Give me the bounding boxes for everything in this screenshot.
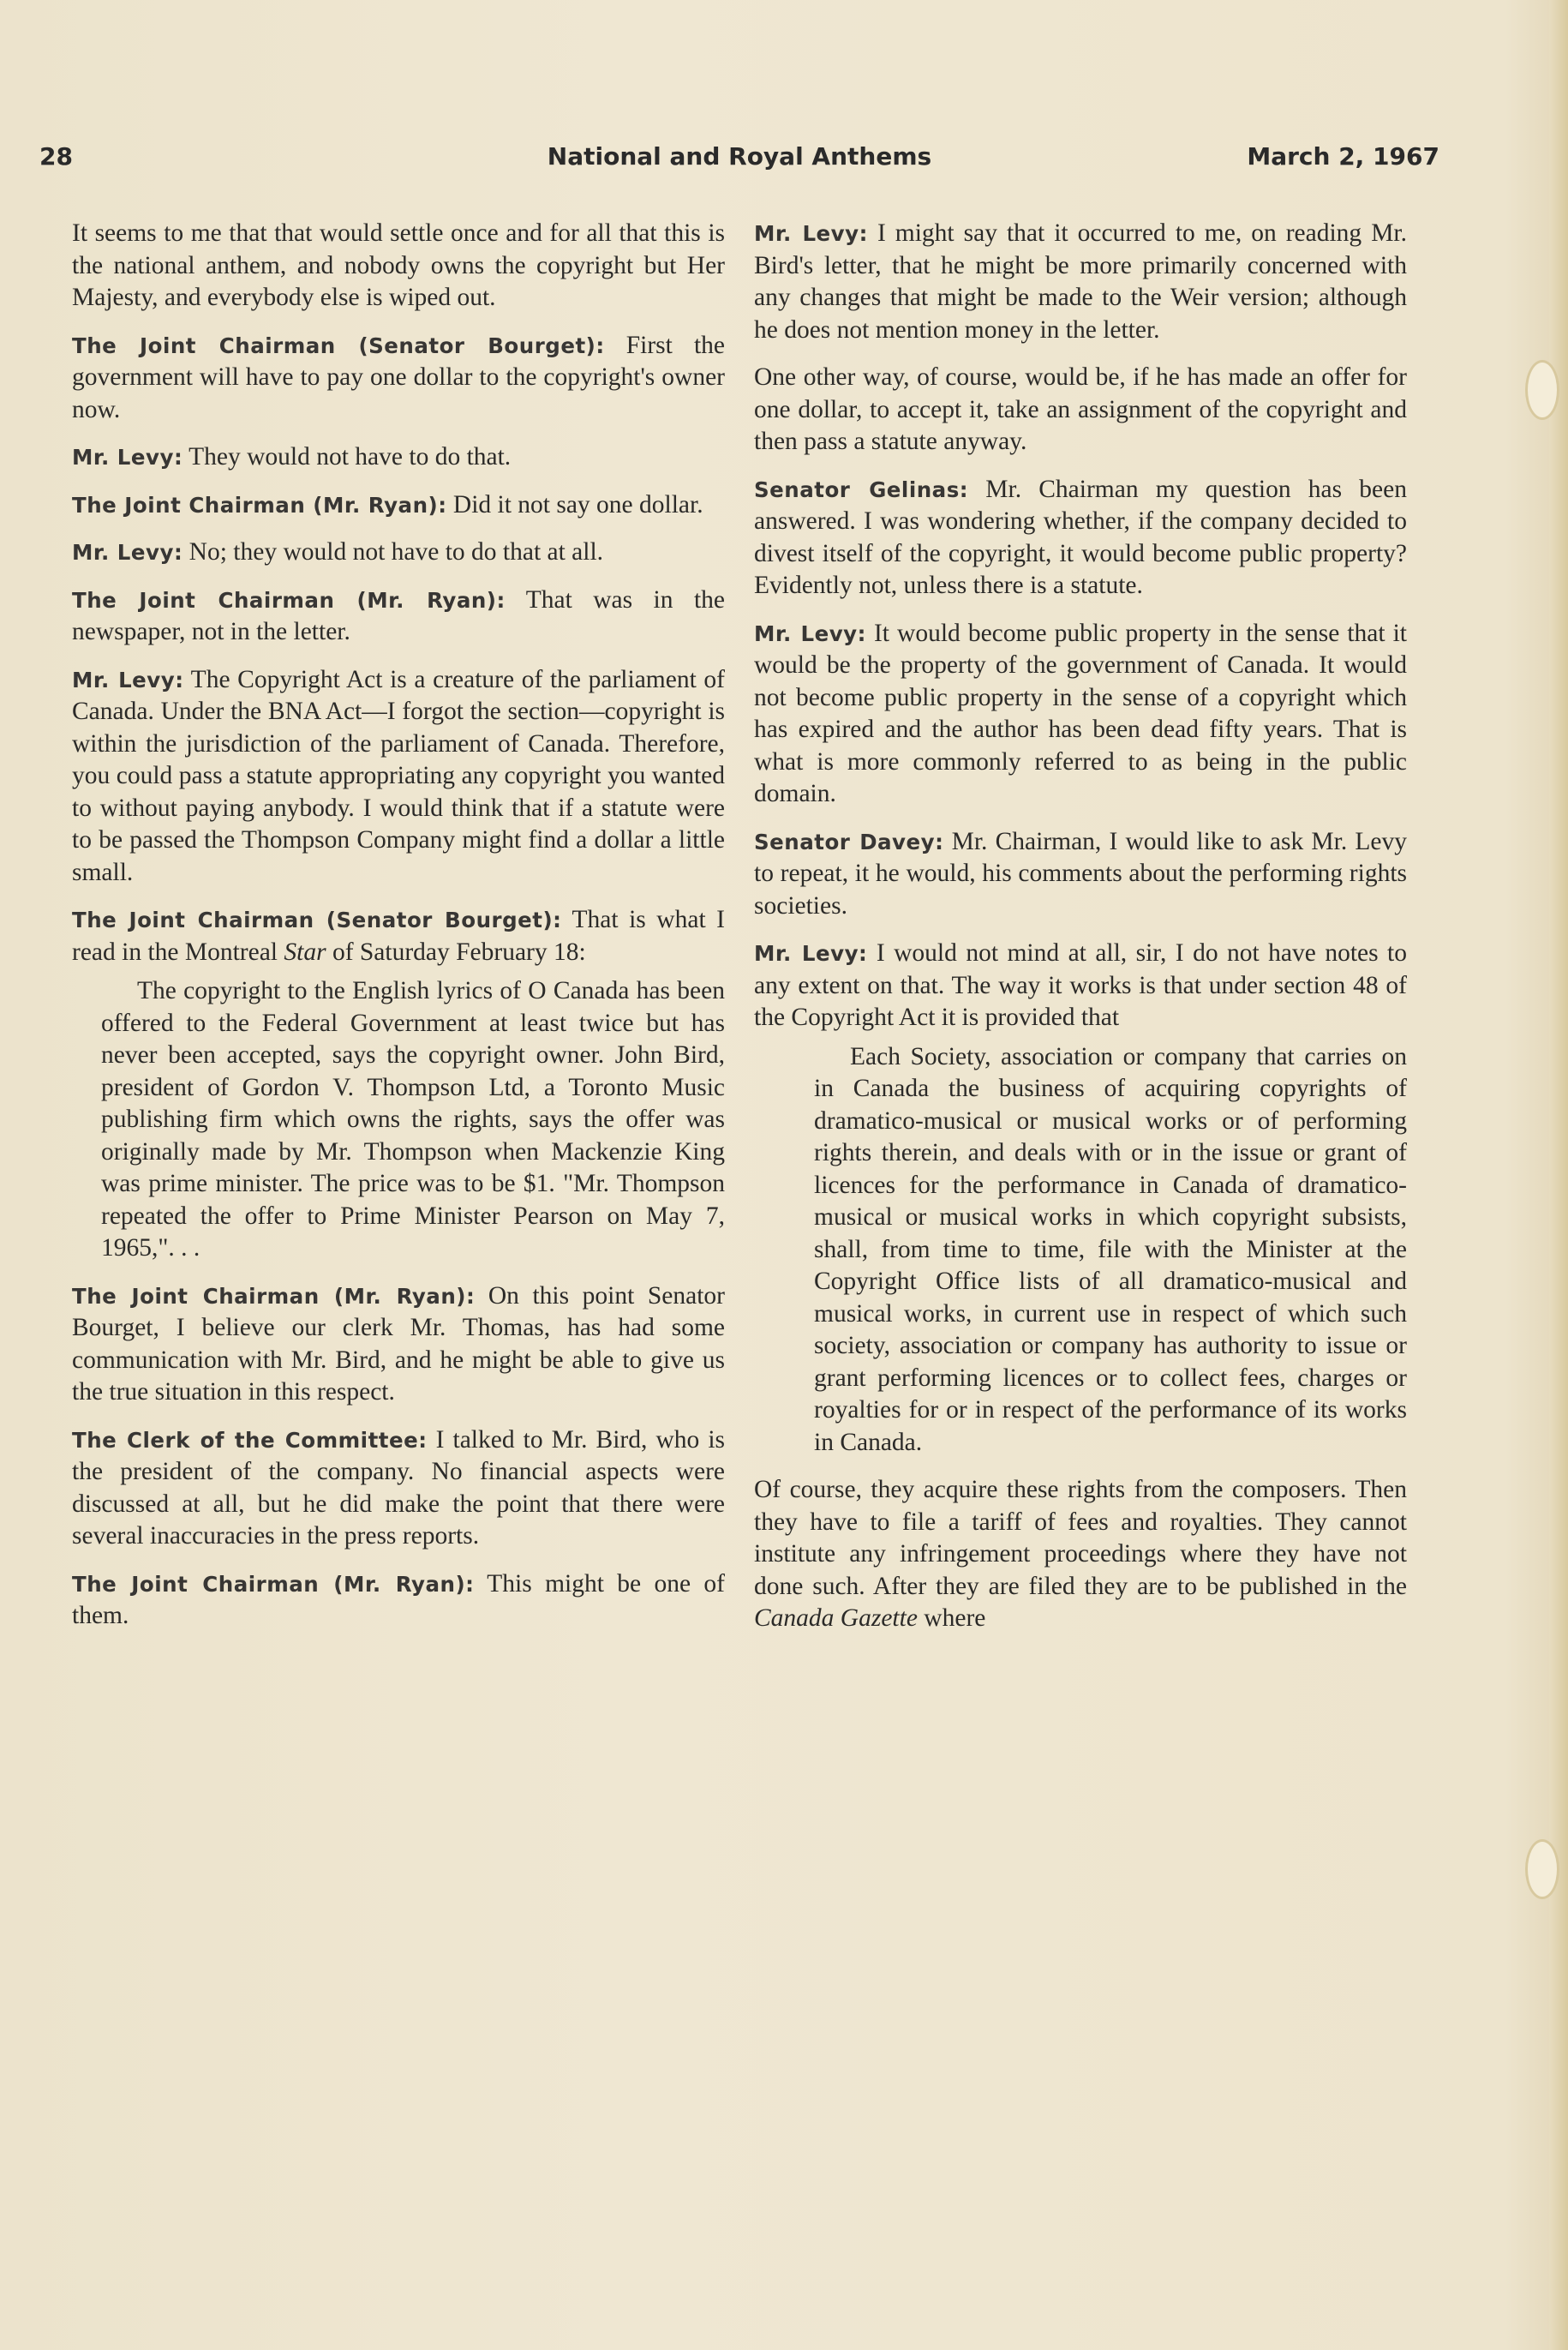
speaker-name: Senator Davey: bbox=[754, 829, 944, 854]
block-quote: Each Society, association or company that carries on in Canada the business of acquiring copyrights of dramatico-musical or musical works or of performing rights therein, and deals with or in the issue or grant of licences for the performance in Canada of dramatico-musical or musical works in which copyright subsists, shall, from time to time, file with the Minister at the Copyright Office lists of all dramatico-musical and musical works, in current use in respect of which such society, association or company has authority to issue or grant performing licences or to collect fees, charges or royalties for or in respect of the performance of its works in Canada. bbox=[814, 1042, 1407, 1456]
speaker-name: Mr. Levy: bbox=[72, 445, 183, 470]
speech-text: That is what I read in the Montreal bbox=[72, 906, 726, 966]
paragraph bbox=[72, 1280, 725, 1409]
publication-title: Canada Gazette bbox=[754, 1604, 918, 1632]
speech-text: On this point Senator Bourget, I believe our clerk Mr. Thomas, has had some communication with Mr. Bird, and he might be able to give us the true situation in this respect. bbox=[72, 1281, 725, 1406]
speech-text: where bbox=[924, 1604, 986, 1632]
speech-text: Mr. Chairman my question has been answered. I was wondering whether, if the company decided to divest itself of the copyright, it would become public property? Evidently not, unless there is a statute. bbox=[754, 475, 1407, 599]
speech-text: of Saturday February 18: bbox=[332, 938, 586, 966]
speaker-name: Mr. Levy: bbox=[754, 941, 868, 966]
paragraph bbox=[72, 1424, 725, 1553]
speaker-name: Mr. Levy: bbox=[72, 667, 184, 692]
speaker-name: The Joint Chairman (Mr. Ryan): bbox=[72, 492, 447, 518]
punch-hole-bottom bbox=[1525, 1839, 1559, 1899]
speaker-name: Mr. Levy: bbox=[72, 540, 183, 565]
paragraph bbox=[72, 585, 725, 649]
speech-text: I might say that it occurred to me, on reading Mr. Bird's letter, that he might be more primarily concerned with any changes that might be made to the Weir version; although he does not mention money in the letter. bbox=[754, 219, 1407, 344]
speaker-name: The Joint Chairman (Mr. Ryan): bbox=[72, 1283, 476, 1309]
paragraph: One other way, of course, would be, if he has made an offer for one dollar, to accept it, take an assignment of the copyright and then pass a statute anyway. bbox=[754, 363, 1407, 455]
speech-text: It would become public property in the sense that it would be the property of the government of Canada. It would not become public property in the sense of a copyright which has expired and the author has been dead fifty years. That is what is more commonly referred to as being in the public domain. bbox=[754, 619, 1407, 807]
right-column bbox=[754, 218, 1407, 1651]
speech-text: That was in the newspaper, not in the letter. bbox=[72, 585, 725, 645]
paragraph bbox=[72, 537, 725, 569]
speech-text: No; they would not have to do that at all. bbox=[189, 538, 604, 566]
paragraph bbox=[754, 826, 1407, 923]
speaker-name: Senator Gelinas: bbox=[754, 477, 969, 502]
punch-hole-top bbox=[1525, 360, 1559, 420]
paragraph bbox=[754, 1474, 1407, 1635]
paragraph bbox=[72, 904, 725, 968]
paragraph bbox=[72, 330, 725, 427]
speaker-name: Mr. Levy: bbox=[754, 221, 868, 246]
paragraph bbox=[72, 489, 725, 522]
paragraph bbox=[72, 664, 725, 890]
running-title: National and Royal Anthems bbox=[547, 142, 932, 171]
speech-text: This might be one of them. bbox=[72, 1569, 725, 1629]
speaker-name: The Clerk of the Committee: bbox=[72, 1427, 428, 1453]
paragraph bbox=[754, 618, 1407, 811]
paragraph: It seems to me that that would settle once and for all that this is the national anthem, and nobody owns the copyright but Her Majesty, and everybody else is wiped out. bbox=[72, 219, 725, 311]
paragraph bbox=[72, 1568, 725, 1633]
paragraph bbox=[72, 441, 725, 474]
speech-text: First the government will have to pay one dollar to the copyright's owner now. bbox=[72, 331, 725, 423]
speech-text: The Copyright Act is a creature of the parliament of Canada. Under the BNA Act—I forgot the section—copyright is within the jurisdiction of the parliament of Canada. Therefore, you could pass a statute appropriating any copyright you wanted to without paying anybody. I would think that if a statute were to be passed the Thompson Company might find a dollar a little small. bbox=[72, 665, 725, 886]
speech-text: Mr. Chairman, I would like to ask Mr. Levy to repeat, it he would, his comments about the performing rights societies. bbox=[754, 827, 1408, 920]
speech-text: They would not have to do that. bbox=[189, 443, 512, 471]
speech-text: I would not mind at all, sir, I do not have notes to any extent on that. The way it works is that under section 48 of the Copyright Act it is provided that bbox=[754, 939, 1407, 1031]
speaker-name: The Joint Chairman (Senator Bourget): bbox=[72, 333, 605, 358]
speaker-name: The Joint Chairman (Senator Bourget): bbox=[72, 908, 562, 932]
paragraph bbox=[754, 218, 1407, 346]
speaker-name: Mr. Levy: bbox=[754, 620, 866, 646]
speaker-name: The Joint Chairman (Mr. Ryan): bbox=[72, 587, 506, 613]
speech-text: Did it not say one dollar. bbox=[452, 490, 703, 519]
header-date: March 2, 1967 bbox=[1247, 142, 1439, 171]
speech-text: I talked to Mr. Bird, who is the president of the company. No financial aspects were discussed at all, but he did make the point that there were several inaccuracies in the press reports. bbox=[72, 1425, 725, 1550]
page-number: 28 bbox=[39, 142, 73, 171]
paragraph bbox=[754, 474, 1407, 602]
paragraph bbox=[754, 938, 1407, 1034]
page-header bbox=[39, 142, 1439, 185]
block-quote: The copyright to the English lyrics of O Canada has been offered to the Federal Government at least twice but has never been accepted, says the copyright owner. John Bird, president of Gordon V. Thompson Ltd, a Toronto Music publishing firm which owns the rights, says the offer was originally made by Mr. Thompson when Mackenzie King was prime minister. The price was to be $1. "Mr. Thompson repeated the offer to Prime Minister Pearson on May 7, 1965,". . . bbox=[101, 977, 725, 1262]
binding-edge bbox=[1549, 0, 1568, 2350]
speaker-name: The Joint Chairman (Mr. Ryan): bbox=[72, 1571, 475, 1597]
speech-text: Of course, they acquire these rights from the composers. Then they have to file a tariff of fees and royalties. They cannot institute any infringement proceedings where they have not done such. After they are filed they are to be published in the bbox=[754, 1476, 1407, 1600]
newspaper-title: Star bbox=[284, 938, 326, 966]
left-column bbox=[72, 218, 725, 1648]
